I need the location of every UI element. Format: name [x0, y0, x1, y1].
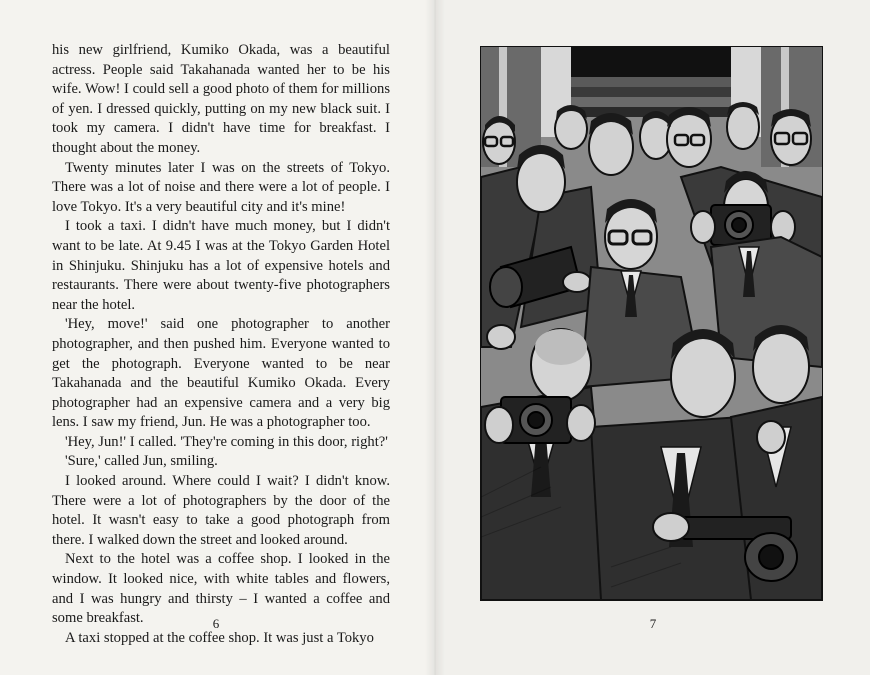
paragraph: A taxi stopped at the coffee shop. It was just a Tokyo	[65, 629, 374, 646]
page-number-left: 6	[212, 616, 220, 631]
story-text	[52, 41, 390, 648]
book-gutter	[425, 0, 445, 675]
paragraph: Twenty minutes later I was on the streets of Tokyo. There was a lot of noise and there were a lot of people. I love Tokyo. It's a very beautiful city and it's mine!	[52, 159, 390, 215]
paragraph: 'Hey, Jun!' I called. 'They're coming in this door, right?'	[65, 433, 388, 450]
photographers-illustration	[480, 46, 823, 601]
paragraph: I took a taxi. I didn't have much money, but I didn't want to be late. At 9.45 I was at the Tokyo Garden Hotel in Shinjuku. Shinjuku has a lot of expensive hotels and restaurants. There were about twenty-five photographers near the hotel.	[52, 218, 390, 313]
paragraph: I looked around. Where could I wait? I didn't know. There were a lot of photographers by the door of the hotel. It wasn't easy to take a good photograph from there. I walked down the street and looked around.	[52, 473, 390, 548]
paragraph: his new girlfriend, Kumiko Okada, was a beautiful actress. People said Takahanada wanted her to be his wife. Wow! I could sell a good photo of them for millions of yen. I dressed quickly, putting on my new black suit. I took my camera. I didn't have time for breakfast. I thought about the money.	[52, 42, 390, 156]
paragraph: Next to the hotel was a coffee shop. I looked in the window. It looked nice, with white tables and flowers, and I was hungry and thirsty – I wanted a coffee and some breakfast.	[52, 551, 390, 627]
page-number-right: 7	[649, 616, 657, 631]
paragraph: 'Hey, move!' said one photographer to another photographer, and then pushed him. Everyone wanted to get the photograph. Everyone wanted to be near Takahanada and the beautiful Kumiko Okada. Every photographer had an expensive camera and a very big lens. I saw my friend, Jun. He was a photographer too.	[52, 316, 390, 431]
paragraph: 'Sure,' called Jun, smiling.	[65, 453, 218, 470]
